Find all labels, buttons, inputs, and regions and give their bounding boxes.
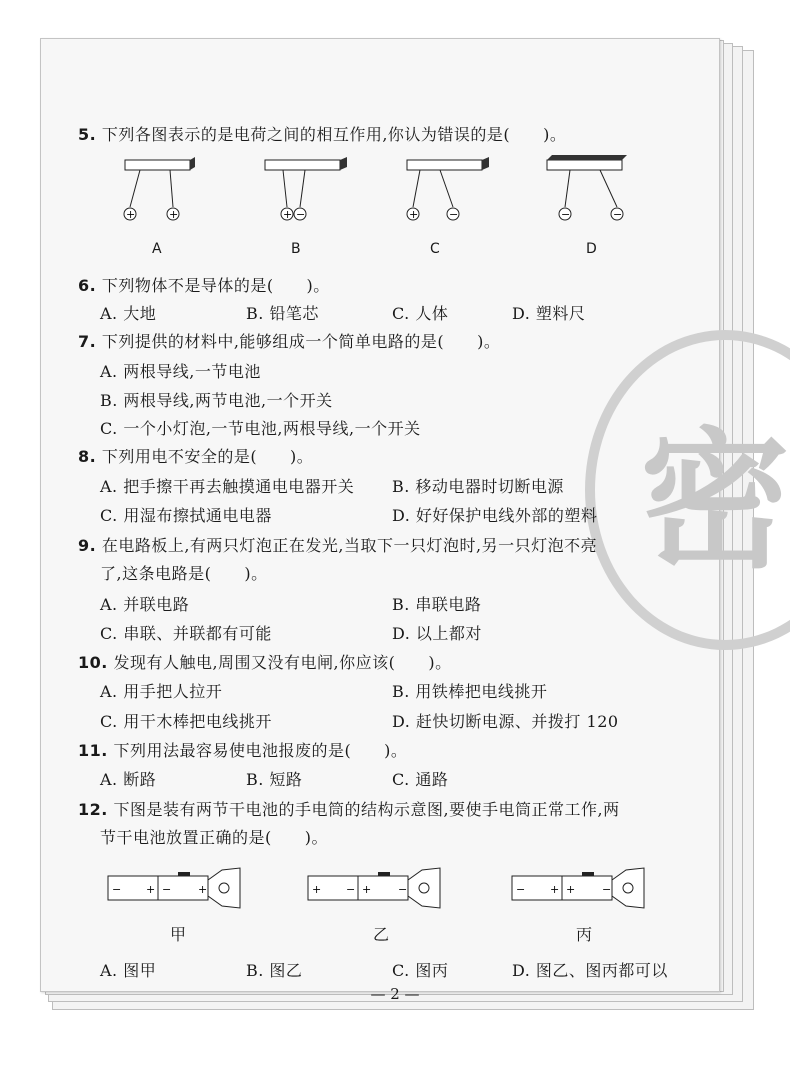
question-8: 8. 下列用电不安全的是( )。 (78, 447, 314, 466)
figure-b (265, 157, 347, 221)
q8-option-d: D. 好好保护电线外部的塑料 (392, 506, 598, 525)
question-12: 12. 下图是装有两节干电池的手电筒的结构示意图,要使手电筒正常工作,两 (78, 800, 620, 819)
figure-c (407, 157, 489, 221)
q12-option-b: B. 图乙 (246, 961, 303, 980)
figure-label-jia: 甲 (170, 925, 187, 944)
svg-text:+: + (126, 208, 136, 221)
question-6: 6. 下列物体不是导体的是( )。 (78, 276, 330, 295)
q7-option-c: C. 一个小灯泡,一节电池,两根导线,一个开关 (100, 419, 421, 438)
figure-label-bing: 丙 (576, 925, 593, 944)
q9-option-c: C. 串联、并联都有可能 (100, 624, 272, 643)
q9-option-a: A. 并联电路 (100, 595, 190, 614)
svg-text:−: − (112, 883, 122, 896)
figure-label-d: D (586, 241, 597, 257)
q10-option-c: C. 用干木棒把电线挑开 (100, 712, 272, 731)
svg-text:+: + (146, 883, 156, 896)
q7-option-b: B. 两根导线,两节电池,一个开关 (100, 391, 333, 410)
svg-text:−: − (613, 208, 623, 221)
q10-option-a: A. 用手把人拉开 (100, 682, 223, 701)
svg-text:−: − (296, 208, 306, 221)
flashlight-bing (512, 868, 644, 908)
figure-label-yi: 乙 (373, 925, 390, 944)
flashlight-yi (308, 868, 440, 908)
question-11: 11. 下列用法最容易使电池报废的是( )。 (78, 741, 408, 760)
figure-label-b: B (291, 241, 301, 257)
q11-option-c: C. 通路 (392, 770, 449, 789)
svg-text:−: − (346, 883, 356, 896)
page-number: — 2 — (370, 985, 420, 1003)
q12-option-c: C. 图丙 (392, 961, 449, 980)
question-10: 10. 发现有人触电,周围又没有电闸,你应该( )。 (78, 653, 452, 672)
q7-option-a: A. 两根导线,一节电池 (100, 362, 261, 381)
q6-option-c: C. 人体 (392, 304, 449, 323)
q9-option-b: B. 串联电路 (392, 595, 482, 614)
q10-option-b: B. 用铁棒把电线挑开 (392, 682, 548, 701)
q11-option-b: B. 短路 (246, 770, 303, 789)
svg-text:+: + (283, 208, 293, 221)
question-5: 5. 下列各图表示的是电荷之间的相互作用,你认为错误的是( )。 (78, 125, 567, 144)
q8-option-a: A. 把手擦干再去触摸通电电器开关 (100, 477, 355, 496)
flashlight-figure (100, 862, 680, 922)
q12-option-a: A. 图甲 (100, 961, 157, 980)
q11-option-a: A. 断路 (100, 770, 157, 789)
svg-text:+: + (550, 883, 560, 896)
svg-text:−: − (516, 883, 526, 896)
q12-option-d: D. 图乙、图丙都可以 (512, 961, 668, 980)
flashlight-jia (108, 868, 240, 908)
svg-text:−: − (162, 883, 172, 896)
q6-option-d: D. 塑料尺 (512, 304, 586, 323)
q10-option-d: D. 赶快切断电源、并拨打 120 (392, 712, 619, 731)
q9-option-d: D. 以上都对 (392, 624, 482, 643)
svg-text:−: − (602, 883, 612, 896)
svg-text:+: + (198, 883, 208, 896)
seal-character: 密 (640, 413, 790, 589)
svg-text:−: − (561, 208, 571, 221)
q8-option-b: B. 移动电器时切断电源 (392, 477, 564, 496)
svg-text:+: + (169, 208, 179, 221)
svg-text:+: + (312, 883, 322, 896)
figure-a (124, 157, 195, 221)
q6-option-a: A. 大地 (100, 304, 157, 323)
svg-text:+: + (566, 883, 576, 896)
svg-text:−: − (398, 883, 408, 896)
svg-text:+: + (362, 883, 372, 896)
svg-text:+: + (409, 208, 419, 221)
question-7: 7. 下列提供的材料中,能够组成一个简单电路的是( )。 (78, 332, 501, 351)
svg-text:−: − (449, 208, 459, 221)
figure-d (547, 155, 627, 221)
figure-label-a: A (152, 241, 162, 257)
q6-option-b: B. 铅笔芯 (246, 304, 319, 323)
figure-label-c: C (430, 241, 440, 257)
q8-option-c: C. 用湿布擦拭通电电器 (100, 506, 272, 525)
question-12-line2: 节干电池放置正确的是( )。 (100, 828, 328, 847)
question-9-line2: 了,这条电路是( )。 (100, 564, 268, 583)
question-9: 9. 在电路板上,有两只灯泡正在发光,当取下一只灯泡时,另一只灯泡不亮 (78, 536, 598, 555)
